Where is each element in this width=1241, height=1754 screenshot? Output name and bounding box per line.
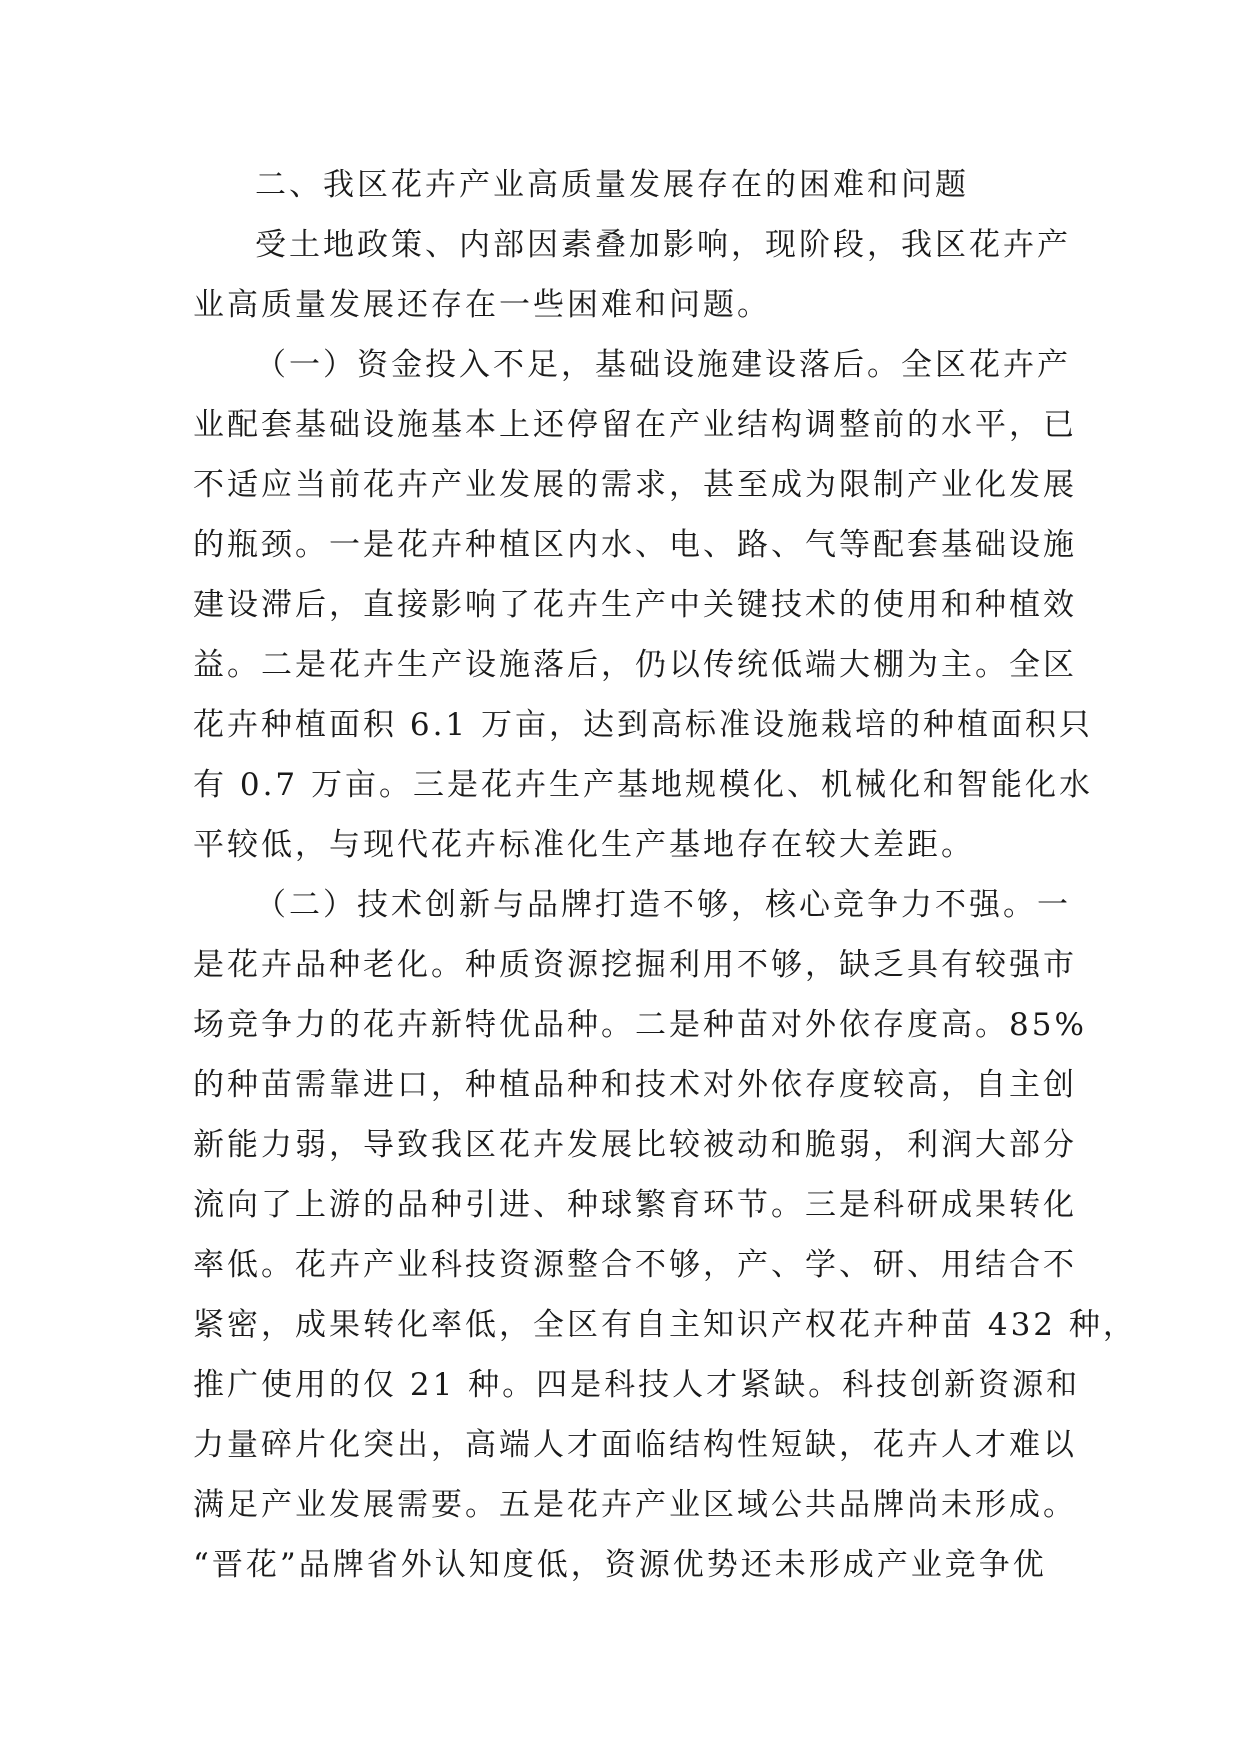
section-heading: 二、我区花卉产业高质量发展存在的困难和问题 bbox=[255, 167, 969, 203]
paragraph-line: 流向了上游的品种引进、种球繁育环节。三是科研成果转化 bbox=[193, 1187, 1077, 1223]
paragraph-line: 业配套基础设施基本上还停留在产业结构调整前的水平，已 bbox=[193, 407, 1077, 443]
paragraph-intro bbox=[193, 215, 1071, 335]
paragraph-line: 力量碎片化突出，高端人才面临结构性短缺，花卉人才难以 bbox=[193, 1427, 1077, 1463]
paragraph-line: （一）资金投入不足，基础设施建设落后。全区花卉产 bbox=[255, 347, 1071, 383]
paragraph-line: 的种苗需靠进口，种植品种和技术对外依存度较高，自主创 bbox=[193, 1067, 1077, 1103]
paragraph-line: 率低。花卉产业科技资源整合不够，产、学、研、用结合不 bbox=[193, 1247, 1077, 1283]
paragraph-line: 场竞争力的花卉新特优品种。二是种苗对外依存度高。85% bbox=[193, 1007, 1087, 1043]
paragraph-line: 业高质量发展还存在一些困难和问题。 bbox=[193, 287, 771, 323]
paragraph-line: 不适应当前花卉产业发展的需求，甚至成为限制产业化发展 bbox=[193, 467, 1077, 503]
paragraph-line: 紧密，成果转化率低，全区有自主知识产权花卉种苗 432 种， bbox=[193, 1307, 1137, 1343]
paragraph-innovation bbox=[193, 875, 1137, 1595]
paragraph-line: 花卉种植面积 6.1 万亩，达到高标准设施栽培的种植面积只 bbox=[193, 707, 1094, 743]
paragraph-line: 建设滞后，直接影响了花卉生产中关键技术的使用和种植效 bbox=[193, 587, 1077, 623]
paragraph-line: “晋花”品牌省外认知度低，资源优势还未形成产业竞争优 bbox=[193, 1547, 1047, 1583]
document-body bbox=[193, 155, 1137, 1595]
paragraph-line: 的瓶颈。一是花卉种植区内水、电、路、气等配套基础设施 bbox=[193, 527, 1077, 563]
paragraph-line: 受土地政策、内部因素叠加影响，现阶段，我区花卉产 bbox=[255, 227, 1071, 263]
paragraph-line: 有 0.7 万亩。三是花卉生产基地规模化、机械化和智能化水 bbox=[193, 767, 1094, 803]
paragraph-line: 益。二是花卉生产设施落后，仍以传统低端大棚为主。全区 bbox=[193, 647, 1077, 683]
paragraph-line: 平较低，与现代花卉标准化生产基地存在较大差距。 bbox=[193, 827, 975, 863]
paragraph-line: （二）技术创新与品牌打造不够，核心竞争力不强。一 bbox=[255, 887, 1071, 923]
paragraph-line: 新能力弱，导致我区花卉发展比较被动和脆弱，利润大部分 bbox=[193, 1127, 1077, 1163]
paragraph-line: 满足产业发展需要。五是花卉产业区域公共品牌尚未形成。 bbox=[193, 1487, 1077, 1523]
paragraph-line: 推广使用的仅 21 种。四是科技人才紧缺。科技创新资源和 bbox=[193, 1367, 1081, 1403]
paragraph-line: 是花卉品种老化。种质资源挖掘利用不够，缺乏具有较强市 bbox=[193, 947, 1077, 983]
paragraph-funding bbox=[193, 335, 1094, 875]
